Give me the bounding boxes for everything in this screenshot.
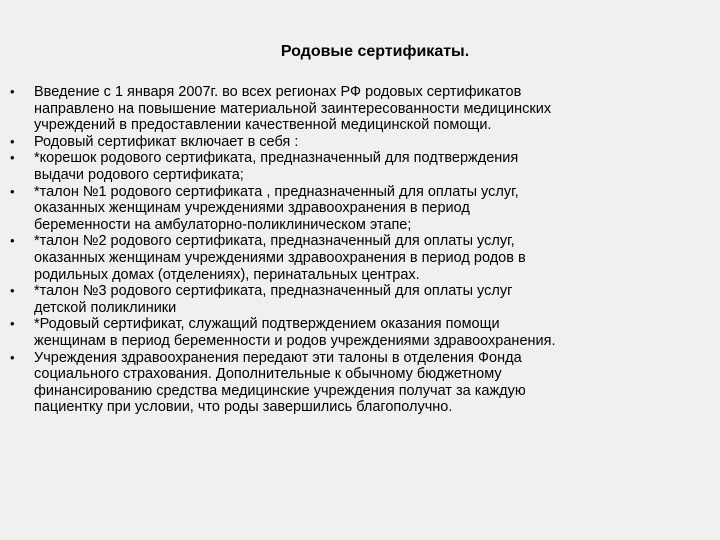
bullet-text: Родовый сертификат включает в себя : — [34, 133, 299, 150]
bullet-item-6 — [10, 283, 694, 316]
bullet-marker-icon: • — [10, 283, 15, 299]
bullet-marker-icon: • — [10, 150, 15, 166]
bullet-item-5 — [10, 233, 694, 283]
bullet-list — [10, 84, 694, 416]
bullet-item-2 — [10, 133, 694, 151]
bullet-marker-icon: • — [10, 183, 15, 199]
bullet-marker-icon: • — [10, 349, 15, 365]
bullet-marker-icon: • — [10, 233, 15, 249]
bullet-text: *талон №3 родового сертификата, предназначенный для оплаты услуг детской поликлиники — [34, 283, 513, 316]
slide-title: Родовые сертификаты. — [280, 43, 470, 60]
bullet-item-7 — [10, 316, 694, 349]
bullet-text: *Родовый сертификат, служащий подтверждением оказания помощи женщинам в период беременности и родов учреждениями здравоохранения. — [34, 316, 556, 349]
bullet-item-4 — [10, 183, 694, 234]
bullet-text: Введение с 1 января 2007г. во всех регионах РФ родовых сертификатов направлено на повышение материальной заинтересованности медицинских учреждений в предоставлении качественной медицинской помощи. — [34, 84, 552, 134]
bullet-marker-icon: • — [10, 133, 15, 149]
bullet-item-3 — [10, 150, 694, 183]
bullet-text: *талон №1 родового сертификата , предназначенный для оплаты услуг, оказанных женщинам учреждениями здравоохранения в период беременности на амбулаторно-поликлиническом этапе; — [34, 183, 519, 233]
bullet-item-8 — [10, 349, 694, 416]
bullet-marker-icon: • — [10, 84, 15, 99]
bullet-item-1 — [10, 84, 694, 134]
bullet-text: *талон №2 родового сертификата, предназначенный для оплаты услуг, оказанных женщинам учреждениями здравоохранения в период родов в родильных домах (отделениях), перинатальных центрах. — [34, 233, 526, 283]
bullet-text: *корешок родового сертификата, предназначенный для подтверждения выдачи родового сертификата; — [34, 150, 519, 183]
bullet-marker-icon: • — [10, 316, 15, 332]
bullet-text: Учреждения здравоохранения передают эти талоны в отделения Фонда социального страхования. Дополнительные к обычному бюджетному финансированию средства медицинские учреждения получат за каждую пациентку при условии, что роды завершились благополучно. — [34, 349, 526, 416]
